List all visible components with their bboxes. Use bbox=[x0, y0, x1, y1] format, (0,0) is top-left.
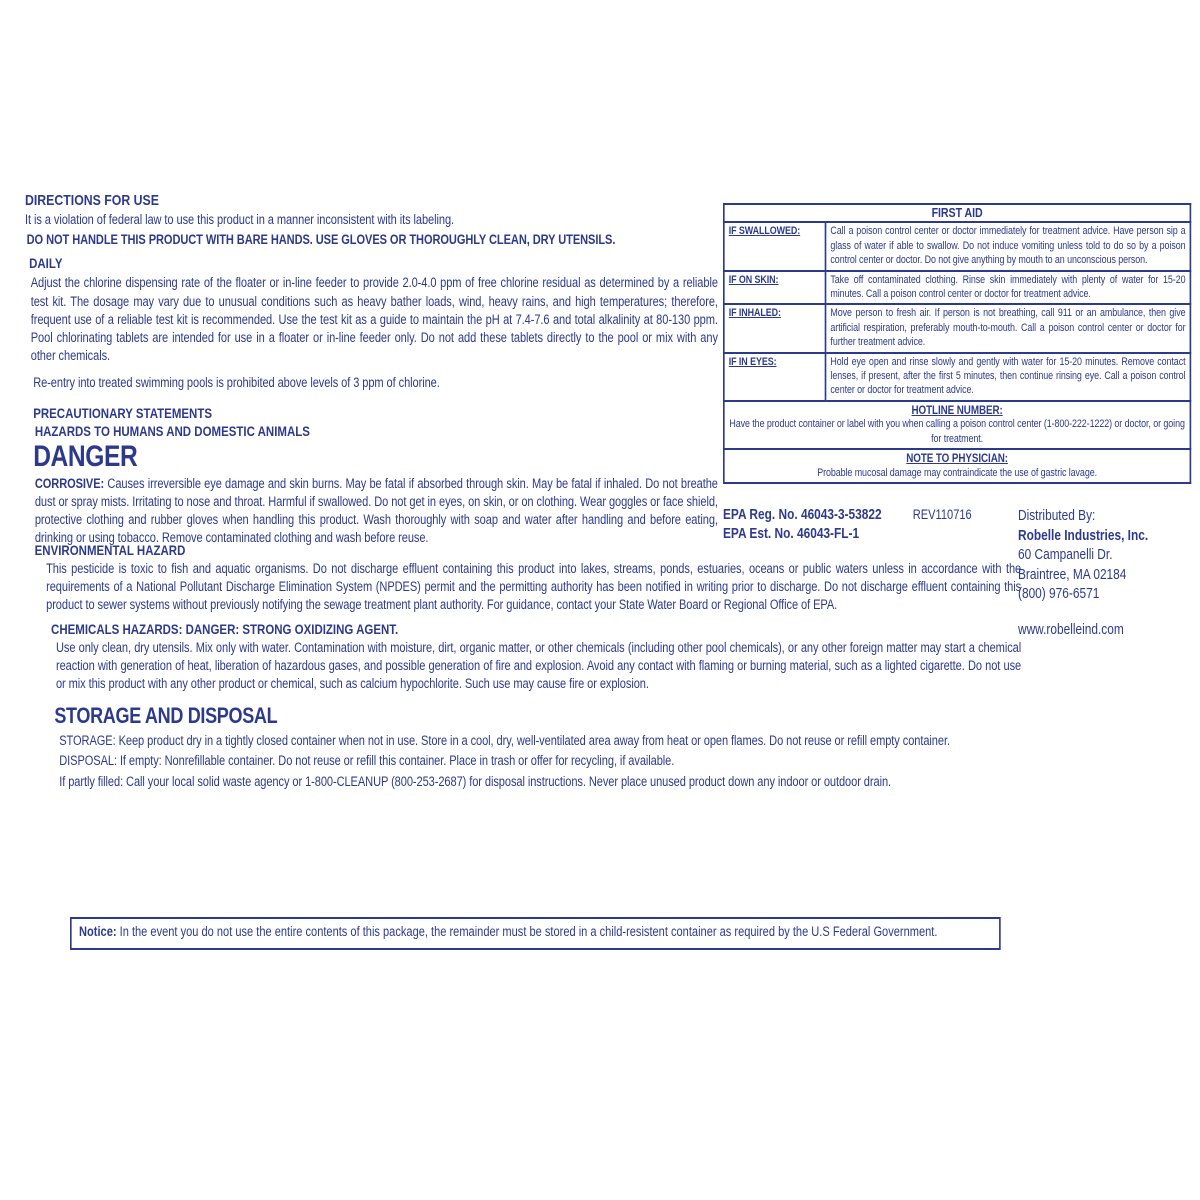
notice-box bbox=[70, 917, 1001, 950]
environmental-hazard-heading: ENVIRONMENTAL HAZARD bbox=[34, 542, 186, 558]
first-aid-title: FIRST AID bbox=[724, 204, 1191, 222]
section-hazards-storage bbox=[33, 542, 1021, 793]
distributor-address-line2: Braintree, MA 02184 bbox=[1018, 566, 1127, 583]
distributor-address-line1: 60 Campanelli Dr. bbox=[1018, 547, 1113, 563]
epa-est-number: EPA Est. No. 46043-FL-1 bbox=[723, 526, 860, 542]
distributor-block bbox=[1018, 507, 1190, 640]
federal-law-statement: It is a violation of federal law to use this product in a manner inconsistent with its labeling. bbox=[25, 212, 455, 227]
if-in-eyes-text: Hold eye open and rinse slowly and gently with water for 15-20 minutes. Remove contact lenses, if present, after the first 5 minutes, then continue rinsing eye. Call a poison control center or doctor for treatment advice. bbox=[826, 353, 1191, 401]
directions-title: DIRECTIONS FOR USE bbox=[25, 192, 159, 209]
chemical-hazards-paragraph: Use only clean, dry utensils. Mix only with water. Contamination with moisture, dirt, organic matter, or other chemicals (including other pool chemicals), or any other foreign matter may start a chemical reaction with generation of heat, liberation of hazardous gases, and possible generation of fire and explosion. Avoid any contact with flaming or burning material, such as a lighted cigarette. Do not use or mix this product with any other product or chemical, such as calcium hypochlorite. Such use may cause fire or explosion. bbox=[55, 639, 1022, 692]
if-inhaled-text: Move person to fresh air. If person is not breathing, call 911 or an ambulance, then give artificial respiration, preferably mouth-to-mouth. Call a poison control center or doctor for further treatment advice. bbox=[826, 304, 1191, 352]
danger-signal-word: DANGER bbox=[33, 439, 138, 473]
corrosive-paragraph bbox=[35, 475, 718, 548]
storage-disposal-heading: STORAGE AND DISPOSAL bbox=[54, 703, 278, 729]
hotline-row bbox=[724, 401, 1191, 449]
first-aid-panel bbox=[723, 203, 1191, 484]
daily-instructions: Adjust the chlorine dispensing rate of the floater or in-line feeder to provide 2.0-4.0 ppm of free chlorine residual as determined by a reliable test kit. The dosage may vary due to unusual conditions such as heavy bather loads, wind, heavy rains, and high temperatures; therefore, frequent use of a reliable test kit is recommended. Use the test kit as a guide to maintain the pH at 7.4-7.6 and total alkalinity at 80-130 ppm. Pool chlorinating tablets are intended for use in a floater or in-line feeder only. Do not add these tablets directly to the pool or mix with any other chemicals. bbox=[30, 275, 718, 364]
partly-filled-paragraph: If partly filled: Call your local solid waste agency or 1-800-CLEANUP (800-253-2687) for disposal instructions. Never place unused product down any indoor or outdoor drain. bbox=[59, 773, 892, 789]
bare-hands-warning: DO NOT HANDLE THIS PRODUCT WITH BARE HANDS. USE GLOVES OR THOROUGHLY CLEAN, DRY UTENSILS. bbox=[26, 232, 616, 248]
distributor-website: www.robelleind.com bbox=[1018, 621, 1124, 638]
daily-heading: DAILY bbox=[29, 255, 63, 272]
if-swallowed-label: IF SWALLOWED: bbox=[728, 225, 801, 238]
if-swallowed-text: Call a poison control center or doctor immediately for treatment advice. Have person sip a glass of water if able to swallow. Do not induce vomiting unless told to do so by a poison control center or doctor. Do not give anything by mouth to an unconscious person. bbox=[826, 222, 1191, 270]
note-to-physician-title: NOTE TO PHYSICIAN: bbox=[906, 451, 1008, 466]
first-aid-row-eyes bbox=[724, 353, 1191, 401]
reentry-statement: Re-entry into treated swimming pools is prohibited above levels of 3 ppm of chlorine. bbox=[33, 375, 440, 391]
hazards-subtitle: HAZARDS TO HUMANS AND DOMESTIC ANIMALS bbox=[34, 422, 310, 439]
if-on-skin-text: Take off contaminated clothing. Rinse skin immediately with plenty of water for 15-20 minutes. Call a poison control center or doctor for treatment advice. bbox=[826, 271, 1191, 305]
distributed-by-label: Distributed By: bbox=[1018, 508, 1096, 524]
first-aid-row-skin bbox=[724, 271, 1191, 305]
note-to-physician-row bbox=[724, 449, 1191, 483]
notice-label: Notice: bbox=[79, 924, 117, 939]
distributor-phone: (800) 976-6571 bbox=[1018, 586, 1100, 602]
hotline-title: HOTLINE NUMBER: bbox=[911, 402, 1003, 417]
hotline-text: Have the product container or label with you when calling a poison control center (1-800-222-1222) or doctor, or going for treatment. bbox=[729, 418, 1185, 445]
first-aid-row-swallowed bbox=[724, 222, 1191, 270]
storage-paragraph: STORAGE: Keep product dry in a tightly closed container when not in use. Store in a cool, dry, well-ventilated area away from heat or open flames. Do not reuse or refill empty container. bbox=[59, 733, 950, 749]
epa-rev-code: REV110716 bbox=[912, 507, 972, 522]
chemical-hazards-heading: CHEMICALS HAZARDS: DANGER: STRONG OXIDIZING AGENT. bbox=[51, 620, 399, 637]
if-on-skin-label: IF ON SKIN: bbox=[728, 273, 779, 286]
environmental-hazard-paragraph: This pesticide is toxic to fish and aquatic organisms. Do not discharge effluent containing this product into lakes, streams, ponds, estuaries, oceans or public waters unless in accordance with the requirements of a National Pollutant Discharge Elimination System (NPDES) permit and the permitting authority has been notified in writing prior to discharge. Do not discharge effluent containing this product to sewer systems without previously notifying the sewage treatment plant authority. For guidance, contact your State Water Board or Regional Office of EPA. bbox=[46, 561, 1022, 613]
section-directions bbox=[25, 192, 718, 547]
distributor-name: Robelle Industries, Inc. bbox=[1018, 527, 1149, 544]
notice-text: In the event you do not use the entire contents of this package, the remainder must be stored in a child-resistent container as required by the U.S Federal Government. bbox=[119, 924, 938, 939]
first-aid-header-row bbox=[724, 204, 1191, 222]
epa-registration-block bbox=[723, 505, 1051, 544]
corrosive-label: CORROSIVE: bbox=[34, 475, 105, 491]
precautionary-title: PRECAUTIONARY STATEMENTS bbox=[33, 404, 212, 421]
corrosive-text: Causes irreversible eye damage and skin burns. May be fatal if absorbed through skin. May be fatal if inhaled. Do not breathe dust or spray mists. Irritating to nose and throat. Harmful if swallowed. Do not get in eyes, on skin, or on clothing. Wear goggles or face shield, protective clothing and rubber gloves when handling this product. Wash thoroughly with soap and water after handling and before eating, drinking or using tobacco. Remove contaminated clothing and wash before reuse. bbox=[34, 475, 718, 546]
epa-reg-number: EPA Reg. No. 46043-3-53822 bbox=[723, 507, 882, 523]
if-inhaled-label: IF INHALED: bbox=[728, 307, 781, 320]
note-to-physician-text: Probable mucosal damage may contraindicate the use of gastric lavage. bbox=[817, 466, 1097, 479]
first-aid-table bbox=[723, 203, 1191, 484]
disposal-paragraph: DISPOSAL: If empty: Nonrefillable container. Do not reuse or refill this container. Place in trash or offer for recycling, if available. bbox=[59, 753, 675, 769]
first-aid-row-inhaled bbox=[724, 304, 1191, 352]
if-in-eyes-label: IF IN EYES: bbox=[728, 355, 777, 368]
